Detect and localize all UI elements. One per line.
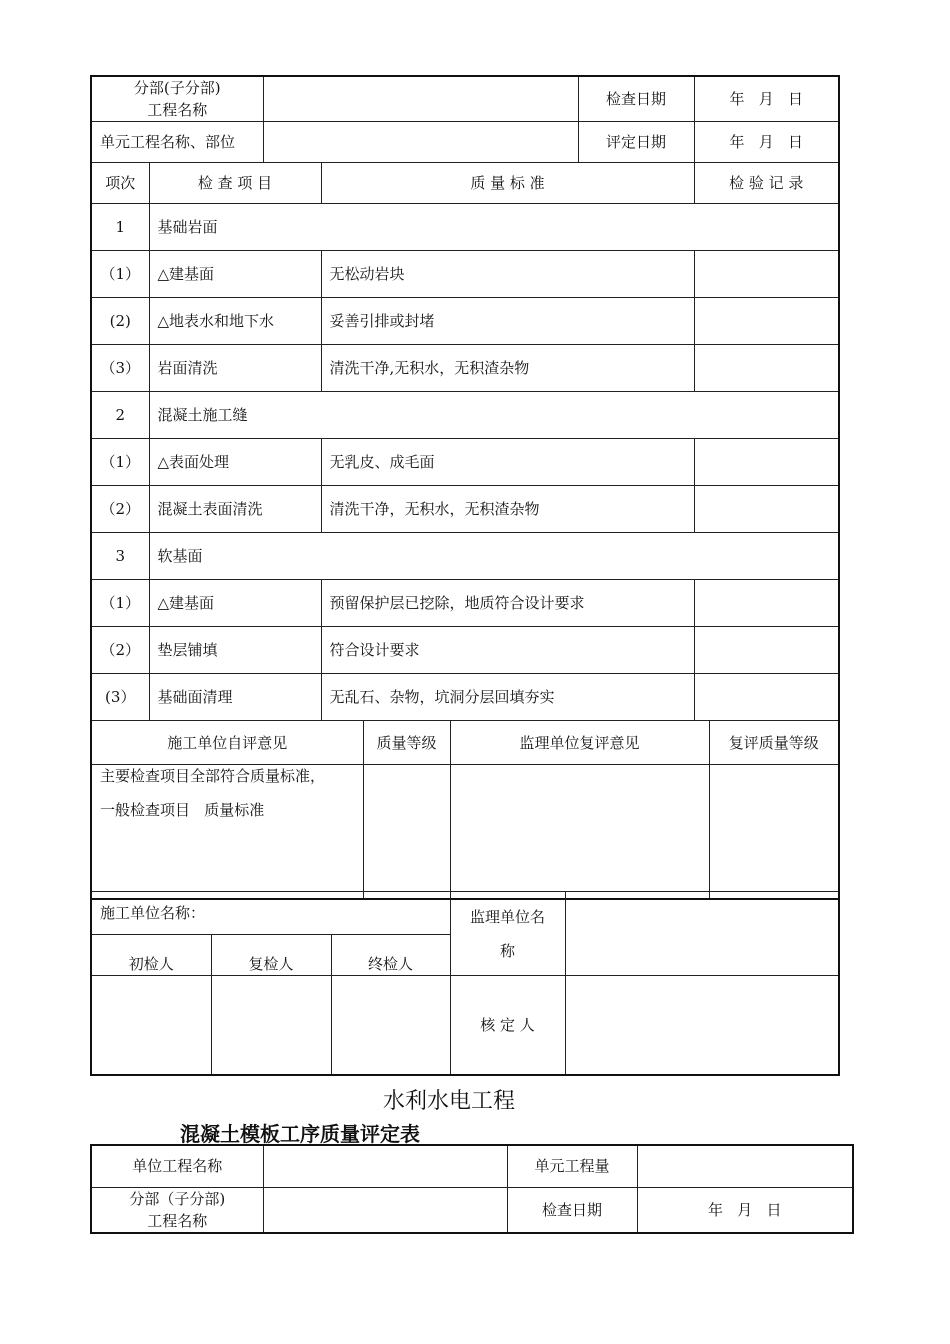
row-standard: 无松动岩块 (321, 251, 694, 298)
header-no: 项次 (91, 163, 149, 204)
review-grade-header: 复评质量等级 (709, 721, 839, 765)
table-row (91, 439, 839, 486)
supervisor-review-value[interactable] (450, 765, 709, 899)
table-row (91, 298, 839, 345)
table-row (91, 251, 839, 298)
quality-evaluation-table (90, 75, 840, 900)
final-inspector-sign[interactable] (331, 976, 450, 1075)
row-item: △建基面 (149, 251, 321, 298)
row-item: △建基面 (149, 580, 321, 627)
check-date-value[interactable]: 年 月 日 (694, 76, 839, 122)
approver-sign[interactable] (565, 976, 839, 1075)
form-title-line-1: 水利水电工程 (382, 1089, 515, 1114)
row-standard: 符合设计要求 (321, 627, 694, 674)
row-no: (3） (91, 674, 149, 721)
approver-label: 核 定 人 (450, 976, 565, 1075)
fenbu-value[interactable] (263, 76, 578, 122)
row-item: 混凝土表面清洗 (149, 486, 321, 533)
eval-date-value[interactable]: 年 月 日 (694, 122, 839, 163)
unit-project-value[interactable] (263, 1145, 507, 1187)
fenbu-label: 分部(子分部) 工程名称 (91, 76, 263, 122)
section-title: 混凝土施工缝 (149, 392, 839, 439)
eval-date-label: 评定日期 (578, 122, 694, 163)
header-standard: 质 量 标 准 (321, 163, 694, 204)
signature-table (90, 891, 840, 1076)
final-inspector-label: 终检人 (331, 935, 450, 976)
re-inspector-label: 复检人 (211, 935, 331, 976)
section-title: 软基面 (149, 533, 839, 580)
supervisor-value[interactable] (565, 892, 839, 976)
row-record[interactable] (694, 627, 839, 674)
self-eval-line-2: 一般检查项目 质量标准 (100, 801, 265, 819)
row-no: （2） (91, 627, 149, 674)
form-title-line-2: 混凝土模板工序质量评定表 (180, 1122, 420, 1146)
check-date-label: 检查日期 (578, 76, 694, 122)
row-no: 2 (91, 392, 149, 439)
self-eval-header: 施工单位自评意见 (91, 721, 363, 765)
row-standard: 清洗干净,无积水，无积渣杂物 (321, 345, 694, 392)
row-no: （3） (91, 345, 149, 392)
row-standard: 清洗干净，无积水，无积渣杂物 (321, 486, 694, 533)
row-no: 3 (91, 533, 149, 580)
row-no: 1 (91, 204, 149, 251)
formwork-evaluation-table-header (90, 1144, 854, 1234)
grade-header: 质量等级 (363, 721, 450, 765)
fenbu-value-2[interactable] (263, 1187, 507, 1233)
header-item: 检 查 项 目 (149, 163, 321, 204)
self-eval-line-1: 主要检查项目全部符合质量标准， (100, 767, 326, 785)
row-no: (2) (91, 298, 149, 345)
contractor-label: 施工单位名称： (91, 892, 450, 935)
unit-project-label: 单位工程名称 (91, 1145, 263, 1187)
review-grade-value[interactable] (709, 765, 839, 899)
self-eval-content[interactable] (91, 765, 363, 899)
row-item: △地表水和地下水 (149, 298, 321, 345)
check-date-label-2: 检查日期 (507, 1187, 637, 1233)
row-standard: 预留保护层已挖除，地质符合设计要求 (321, 580, 694, 627)
section-row (91, 204, 839, 251)
table-row (91, 674, 839, 721)
table-row (91, 580, 839, 627)
row-record[interactable] (694, 298, 839, 345)
row-standard: 无乳皮、成毛面 (321, 439, 694, 486)
table-row (91, 627, 839, 674)
row-record[interactable] (694, 580, 839, 627)
supervisor-review-header: 监理单位复评意见 (450, 721, 709, 765)
row-record[interactable] (694, 439, 839, 486)
row-no: （2） (91, 486, 149, 533)
row-record[interactable] (694, 345, 839, 392)
row-item: 岩面清洗 (149, 345, 321, 392)
row-no: （1） (91, 251, 149, 298)
section-title: 基础岩面 (149, 204, 839, 251)
unit-quantity-value[interactable] (637, 1145, 853, 1187)
row-record[interactable] (694, 674, 839, 721)
re-inspector-sign[interactable] (211, 976, 331, 1075)
initial-inspector-label: 初检人 (91, 935, 211, 976)
row-item: △表面处理 (149, 439, 321, 486)
row-item: 垫层铺填 (149, 627, 321, 674)
row-no: （1） (91, 580, 149, 627)
check-date-value-2[interactable]: 年 月 日 (637, 1187, 853, 1233)
initial-inspector-sign[interactable] (91, 976, 211, 1075)
row-standard: 妥善引排或封堵 (321, 298, 694, 345)
row-no: （1） (91, 439, 149, 486)
grade-value[interactable] (363, 765, 450, 899)
row-record[interactable] (694, 251, 839, 298)
row-record[interactable] (694, 486, 839, 533)
unit-label: 单元工程名称、部位 (91, 122, 263, 163)
section-row (91, 392, 839, 439)
table-row (91, 345, 839, 392)
supervisor-label: 监理单位名称 (450, 892, 565, 976)
unit-value[interactable] (263, 122, 578, 163)
section-row (91, 533, 839, 580)
fenbu-label-2: 分部（子分部) 工程名称 (91, 1187, 263, 1233)
header-record: 检 验 记 录 (694, 163, 839, 204)
row-standard: 无乱石、杂物，坑洞分层回填夯实 (321, 674, 694, 721)
unit-quantity-label: 单元工程量 (507, 1145, 637, 1187)
table-row (91, 486, 839, 533)
row-item: 基础面清理 (149, 674, 321, 721)
